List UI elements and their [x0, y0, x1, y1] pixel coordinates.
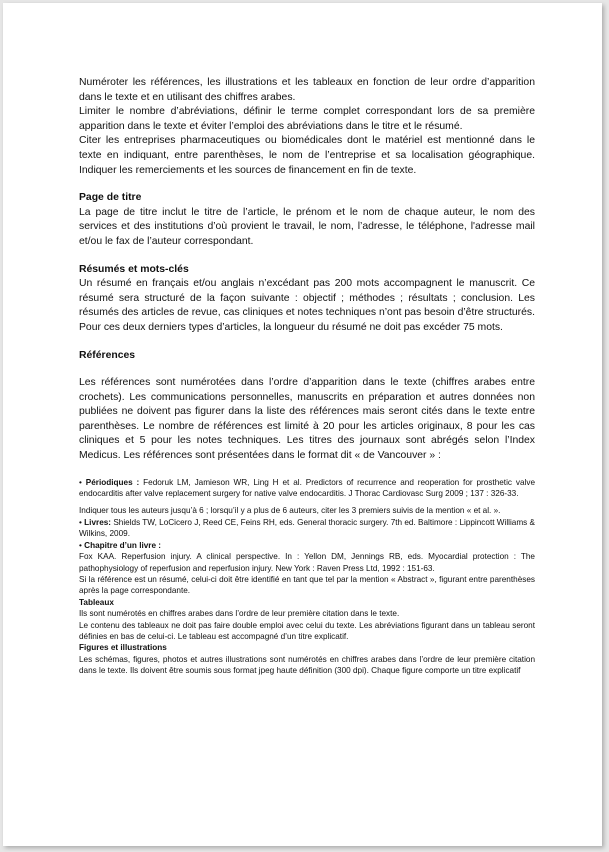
abstracts-heading: Résumés et mots-clés	[79, 263, 189, 275]
chapter-entry-label	[79, 540, 535, 551]
page-content	[79, 76, 535, 677]
tables-heading: Tableaux	[79, 597, 114, 607]
chapter-label: Chapitre d’un livre :	[84, 540, 162, 550]
figures-heading: Figures et illustrations	[79, 643, 167, 653]
books-text: Shields TW, LoCicero J, Reed CE, Feins RH, eds. General thoracic surgery. 7th ed. Baltimore : Lippincott Williams & Wilkins, 2009.	[79, 517, 536, 539]
books-entry	[79, 517, 535, 540]
abstracts-text: Un résumé en français et/ou anglais n’excédant pas 200 mots accompagnent le manuscrit. Ce résumé sera structuré de la façon suivante : objectif ; méthodes ; résultats ; conclusion. Les résumés des articles de revue, cas cliniques et notes techniques n’ont pas besoin d’être structurés. Pour ces deux derniers types d’articles, la longueur du résumé ne doit pas excéder 75 mots.	[79, 278, 535, 333]
intro-paragraph-2: Limiter le nombre d’abréviations, définir le terme complet correspondant lors de sa première apparition dans le texte et éviter l’emploi des abréviations dans le titre et le résumé.	[79, 106, 535, 132]
figures-text: Les schémas, figures, photos et autres illustrations sont numérotés en chiffres arabes dans l’ordre de leur première citation dans le texte. Ils doivent être soumis sous format jpeg haute définition (300 dpi). Chaque figure comporte un titre explicatif	[79, 654, 535, 676]
chapter-text: Fox KAA. Reperfusion injury. A clinical perspective. In : Yellon DM, Jennings RB, eds. Myocardial protection : The pathophysiology of reperfusion and reperfusion injury. New York : Raven Press Ltd, 1992 : 151-63.	[79, 552, 535, 573]
chapter-note: Si la référence est un résumé, celui-ci doit être identifié en tant que tel par la mention « Abstract », figurant entre parenthèses après la page correspondante.	[79, 574, 535, 596]
periodicals-label: Périodiques :	[85, 477, 140, 487]
title-page-text: La page de titre inclut le titre de l’article, le prénom et le nom de chaque auteur, le nom des services et des institutions d’où provient le travail, le nom, l’adresse, le téléphone, l'adresse mail et/ou le fax de l’auteur correspondant.	[79, 206, 535, 247]
title-page-heading: Page de titre	[79, 192, 142, 204]
periodicals-text: Fedoruk LM, Jamieson WR, Ling H et al. Predictors of recurrence and reoperation for prosthetic valve endocarditis after valve replacement surgery for native valve endocarditis. J Thorac Cardiovasc Surg 2009 ; 137 : 326-33.	[79, 477, 535, 499]
tables-line-2: Le contenu des tableaux ne doit pas faire double emploi avec celui du texte. Les abréviations figurant dans un tableau seront définies en bas de celui-ci. Le tableau est accompagné d’un titre explicatif.	[79, 620, 535, 641]
intro-paragraph-1: Numéroter les références, les illustrations et les tableaux en fonction de leur ordre d’apparition dans le texte et en utilisant des chiffres arabes.	[79, 77, 535, 103]
periodicals-note: Indiquer tous les auteurs jusqu’à 6 ; lorsqu’il y a plus de 6 auteurs, citer les 3 premiers suivis de la mention « et al. ».	[79, 506, 501, 516]
intro-paragraph-3: Citer les entreprises pharmaceutiques ou biomédicales dont le matériel est mentionné dans le texte en indiquant, entre parenthèses, le nom de l’entreprise et sa localisation géographique. Indiquer les remerciements et les sources de financement en fin de texte.	[79, 135, 535, 176]
bullet-icon: •	[79, 540, 82, 550]
periodicals-entry	[79, 477, 535, 500]
bullet-icon: •	[79, 477, 82, 487]
references-text: Les références sont numérotées dans l’ordre d’apparition dans le texte (chiffres arabes entre crochets). Les communications personnelles, manuscrits en préparation et autres données non publiées ne doivent pas figurer dans la liste des références mais seront cités dans le texte entre parenthèses. Le nombre de références est limité à 20 pour les articles originaux, 8 pour les cas cliniques et 5 pour les notes techniques. Les titres des journaux sont abrégés selon l’Index Medicus. Les références sont présentées dans le format dit « de Vancouver » :	[79, 377, 535, 462]
document-page	[3, 3, 602, 846]
bullet-icon: •	[79, 517, 82, 527]
books-label: Livres:	[84, 517, 112, 527]
references-heading: Références	[79, 349, 136, 361]
tables-line-1: Ils sont numérotés en chiffres arabes dans l’ordre de leur première citation dans le texte.	[79, 609, 400, 619]
